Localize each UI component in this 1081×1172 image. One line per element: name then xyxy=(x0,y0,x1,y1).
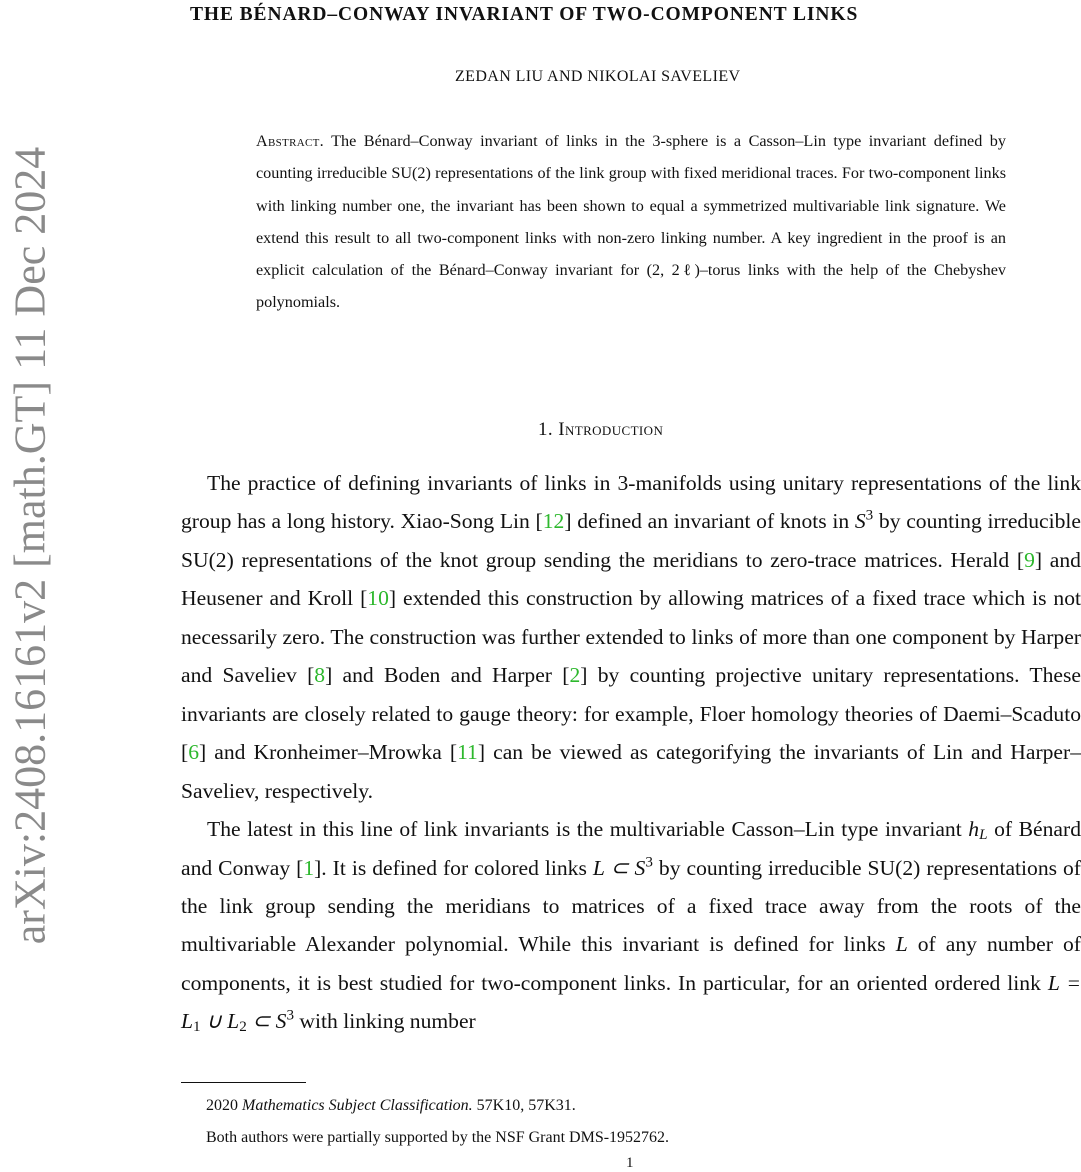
footnote-support: Both authors were partially supported by the NSF Grant DMS-1952762. xyxy=(206,1129,670,1146)
abstract-label: Abstract. xyxy=(256,132,324,150)
math-inline: L = L xyxy=(181,970,1081,1034)
paragraph-1: The practice of defining invariants of links in 3-manifolds using unitary representations of the link group has a long history. Xiao-Song Lin [12] defined an invariant of knots in $S^3$ by counting irreducible SU(2) representations of the knot group sending the meridians to zero-trace matrices. Herald [9] and Heusener and Kroll [10] extended this construction by allowing matrices of a fixed trace which is not necessarily zero. The construction was further extended to links of more than one component by Harper and Saveliev [8] and Boden and Harper [2] by counting projective unitary representations. These invariants are closely related to gauge theory: for example, Floer homology theories of Daemi–Scaduto [6] and Kronheimer–Mrowka [11] can be viewed as categorifying the invariants of Lin and Harper–Saveliev, respectively. xyxy=(181,471,1081,803)
citation-link[interactable]: 1 xyxy=(303,855,315,880)
arxiv-stamp-text: arXiv:2408.16161v2 [math.GT] 11 Dec 2024 xyxy=(5,146,55,945)
math-inline: S xyxy=(854,509,866,534)
math-inline: L xyxy=(895,932,908,957)
footnote-msc: 2020 Mathematics Subject Classification. 57K10, 57K31. xyxy=(206,1097,576,1114)
citation-link[interactable]: 12 xyxy=(542,509,565,534)
math-inline: L ⊂ S xyxy=(592,855,646,880)
abstract-text: The Bénard–Conway invariant of links in the 3-sphere is a Casson–Lin type invariant defined by counting irreducible SU(2) representations of the link group with fixed meridional traces. For two-component links with linking number one, the invariant has been shown to equal a symmetrized multivariable link signature. We extend this result to all two-component links with non-zero linking number. A key ingredient in the proof is an explicit calculation of the Bénard–Conway invariant for (2, 2ℓ)–torus links with the help of the Chebyshev polynomials. xyxy=(256,132,1006,312)
section-heading xyxy=(538,419,663,441)
msc-label: Mathematics Subject Classification. xyxy=(242,1097,473,1114)
math-inline: h xyxy=(968,817,980,842)
abstract xyxy=(256,125,1006,319)
citation-link[interactable]: 11 xyxy=(457,740,478,765)
page-number: 1 xyxy=(626,1155,634,1171)
footnote-rule xyxy=(181,1082,306,1083)
citation-link[interactable]: 2 xyxy=(569,663,581,688)
section-number: 1. xyxy=(538,419,554,440)
citation-link[interactable]: 9 xyxy=(1024,547,1035,572)
paragraph-2: The latest in this line of link invariants is the multivariable Casson–Lin type invariant $h_L$ of Bénard and Conway [1]. It is defined for colored links L ⊂ $S^3$ by counting irreducible SU(2) representations of the link group sending the meridians to matrices of a fixed trace away from the roots of the multivariable Alexander polynomial. While this invariant is defined for links L of any number of components, it is best studied for two-component links. In particular, for an oriented ordered link $L = L_1$ ∪ $L_2$ ⊂ $S^3$ with linking number xyxy=(181,817,1081,1036)
arxiv-stamp xyxy=(0,0,60,1172)
paper-title: THE BÉNARD–CONWAY INVARIANT OF TWO-COMPONENT LINKS xyxy=(190,4,859,25)
citation-link[interactable]: 10 xyxy=(367,586,389,611)
citation-link[interactable]: 8 xyxy=(314,663,326,688)
paper-authors: ZEDAN LIU AND NIKOLAI SAVELIEV xyxy=(455,68,741,85)
main-text xyxy=(181,464,1081,1041)
citation-link[interactable]: 6 xyxy=(188,740,199,765)
section-title-text: Introduction xyxy=(558,419,664,440)
